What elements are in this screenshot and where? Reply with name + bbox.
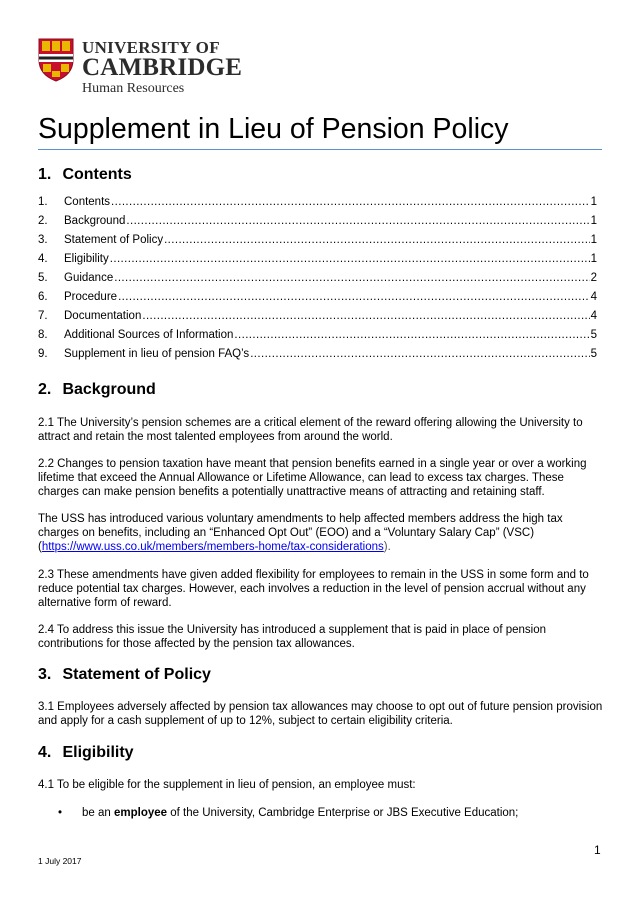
toc-entry-page: 1 (590, 196, 597, 208)
page-number: 1 (594, 843, 601, 857)
toc-entry-number: 3. (38, 234, 48, 246)
logo-line-2: CAMBRIDGE (82, 54, 243, 81)
bullet-text-post: of the University, Cambridge Enterprise or JBS Executive Education; (167, 807, 519, 819)
logo-line-1: UNIVERSITY OF (82, 38, 220, 57)
table-of-contents (38, 193, 597, 364)
toc-entry-label: Additional Sources of Information (64, 329, 234, 341)
toc-entry[interactable] (38, 250, 597, 269)
toc-entry[interactable] (38, 231, 597, 250)
toc-entry-page: 4 (590, 310, 597, 322)
toc-entry-label: Eligibility (64, 253, 109, 265)
toc-entry-page: 1 (590, 215, 597, 227)
toc-leader-dots (114, 269, 589, 288)
paren-open: ( (38, 541, 42, 553)
heading-text: Statement of Policy (62, 666, 211, 683)
heading-contents (38, 165, 132, 185)
toc-entry[interactable] (38, 345, 597, 364)
logo-line-3: Human Resources (82, 81, 185, 96)
heading-text: Background (62, 381, 156, 398)
heading-text: Eligibility (62, 744, 134, 761)
uss-tax-link[interactable]: https://www.uss.co.uk/members/members-home/tax-considerations (41, 541, 384, 553)
toc-entry[interactable] (38, 326, 597, 345)
paragraph-4-1: 4.1 To be eligible for the supplement in lieu of pension, an employee must: (38, 779, 416, 791)
toc-leader-dots (126, 212, 589, 231)
cambridge-shield-icon (38, 38, 74, 82)
bullet-icon: • (58, 807, 63, 819)
toc-entry[interactable] (38, 307, 597, 326)
paragraph-3-1: 3.1 Employees adversely affected by pension tax allowances may choose to opt out of future pension provision and apply for a cash supplement of up to 12%, subject to certain eligibility criteria. (38, 701, 603, 727)
university-logo (38, 38, 248, 96)
heading-background (38, 380, 156, 400)
toc-entry-number: 7. (38, 310, 48, 322)
toc-leader-dots (234, 326, 589, 345)
paragraph-2-2: 2.2 Changes to pension taxation have meant that pension benefits earned in a single year or over a working lifetime that exceed the Annual Allowance or Lifetime Allowance, can lead to excess tax charges. These charges can make pension benefits a potentially unattractive means of attracting and retaining staff. (38, 458, 587, 498)
toc-leader-dots (164, 231, 590, 250)
toc-entry-page: 1 (590, 234, 597, 246)
paren-close: ). (383, 541, 391, 553)
toc-entry-label: Statement of Policy (64, 234, 164, 246)
toc-entry-page: 5 (590, 329, 597, 341)
toc-entry-label: Background (64, 215, 126, 227)
heading-number: 1. (38, 166, 52, 183)
toc-leader-dots (110, 250, 590, 269)
bullet-text-pre: be an (82, 807, 114, 819)
title-divider (38, 149, 602, 150)
toc-entry-number: 1. (38, 196, 48, 208)
footer-date: 1 July 2017 (38, 856, 82, 866)
toc-entry-label: Guidance (64, 272, 114, 284)
toc-entry-label: Contents (64, 196, 111, 208)
toc-entry-page: 5 (590, 348, 597, 360)
bullet-text-bold: employee (113, 807, 168, 819)
paragraph-2-3: 2.3 These amendments have given added flexibility for employees to remain in the USS in some form and to reduce potential tax charges. However, each involves a reduction in the level of pension accrual without any alternative form of reward. (38, 569, 589, 609)
eligibility-bullet (58, 806, 518, 820)
toc-entry-number: 8. (38, 329, 48, 341)
heading-number: 2. (38, 381, 52, 398)
toc-entry-number: 2. (38, 215, 48, 227)
toc-entry-label: Documentation (64, 310, 142, 322)
toc-entry-number: 4. (38, 253, 48, 265)
heading-text: Contents (62, 166, 132, 183)
toc-entry[interactable] (38, 288, 597, 307)
paragraph-uss-amendments (38, 512, 603, 554)
uss-amendments-text: The USS has introduced various voluntary amendments to help affected members address the high tax charges on benefits, including an “Enhanced Opt Out” (EOO) and a “Voluntary Salary Cap” (VSC) (38, 513, 563, 539)
toc-entry-page: 4 (590, 291, 597, 303)
toc-leader-dots (250, 345, 589, 364)
toc-entry[interactable] (38, 193, 597, 212)
toc-entry[interactable] (38, 269, 597, 288)
toc-entry-label: Procedure (64, 291, 118, 303)
toc-entry-number: 6. (38, 291, 48, 303)
toc-leader-dots (142, 307, 589, 326)
toc-entry-label: Supplement in lieu of pension FAQ’s (64, 348, 250, 360)
heading-number: 4. (38, 744, 52, 761)
toc-leader-dots (111, 193, 590, 212)
heading-statement-of-policy (38, 665, 211, 685)
paragraph-2-1: 2.1 The University’s pension schemes are a critical element of the reward offering allowing the University to attract and retain the most talented employees from around the world. (38, 417, 583, 443)
heading-number: 3. (38, 666, 52, 683)
page-title: Supplement in Lieu of Pension Policy (38, 113, 509, 145)
heading-eligibility (38, 743, 134, 763)
toc-entry-page: 2 (590, 272, 597, 284)
toc-leader-dots (118, 288, 590, 307)
toc-entry-page: 1 (590, 253, 597, 265)
toc-entry-number: 9. (38, 348, 48, 360)
paragraph-2-4: 2.4 To address this issue the University has introduced a supplement that is paid in place of pension contributions for those affected by the pension tax allowances. (38, 624, 547, 650)
toc-entry[interactable] (38, 212, 597, 231)
toc-entry-number: 5. (38, 272, 48, 284)
